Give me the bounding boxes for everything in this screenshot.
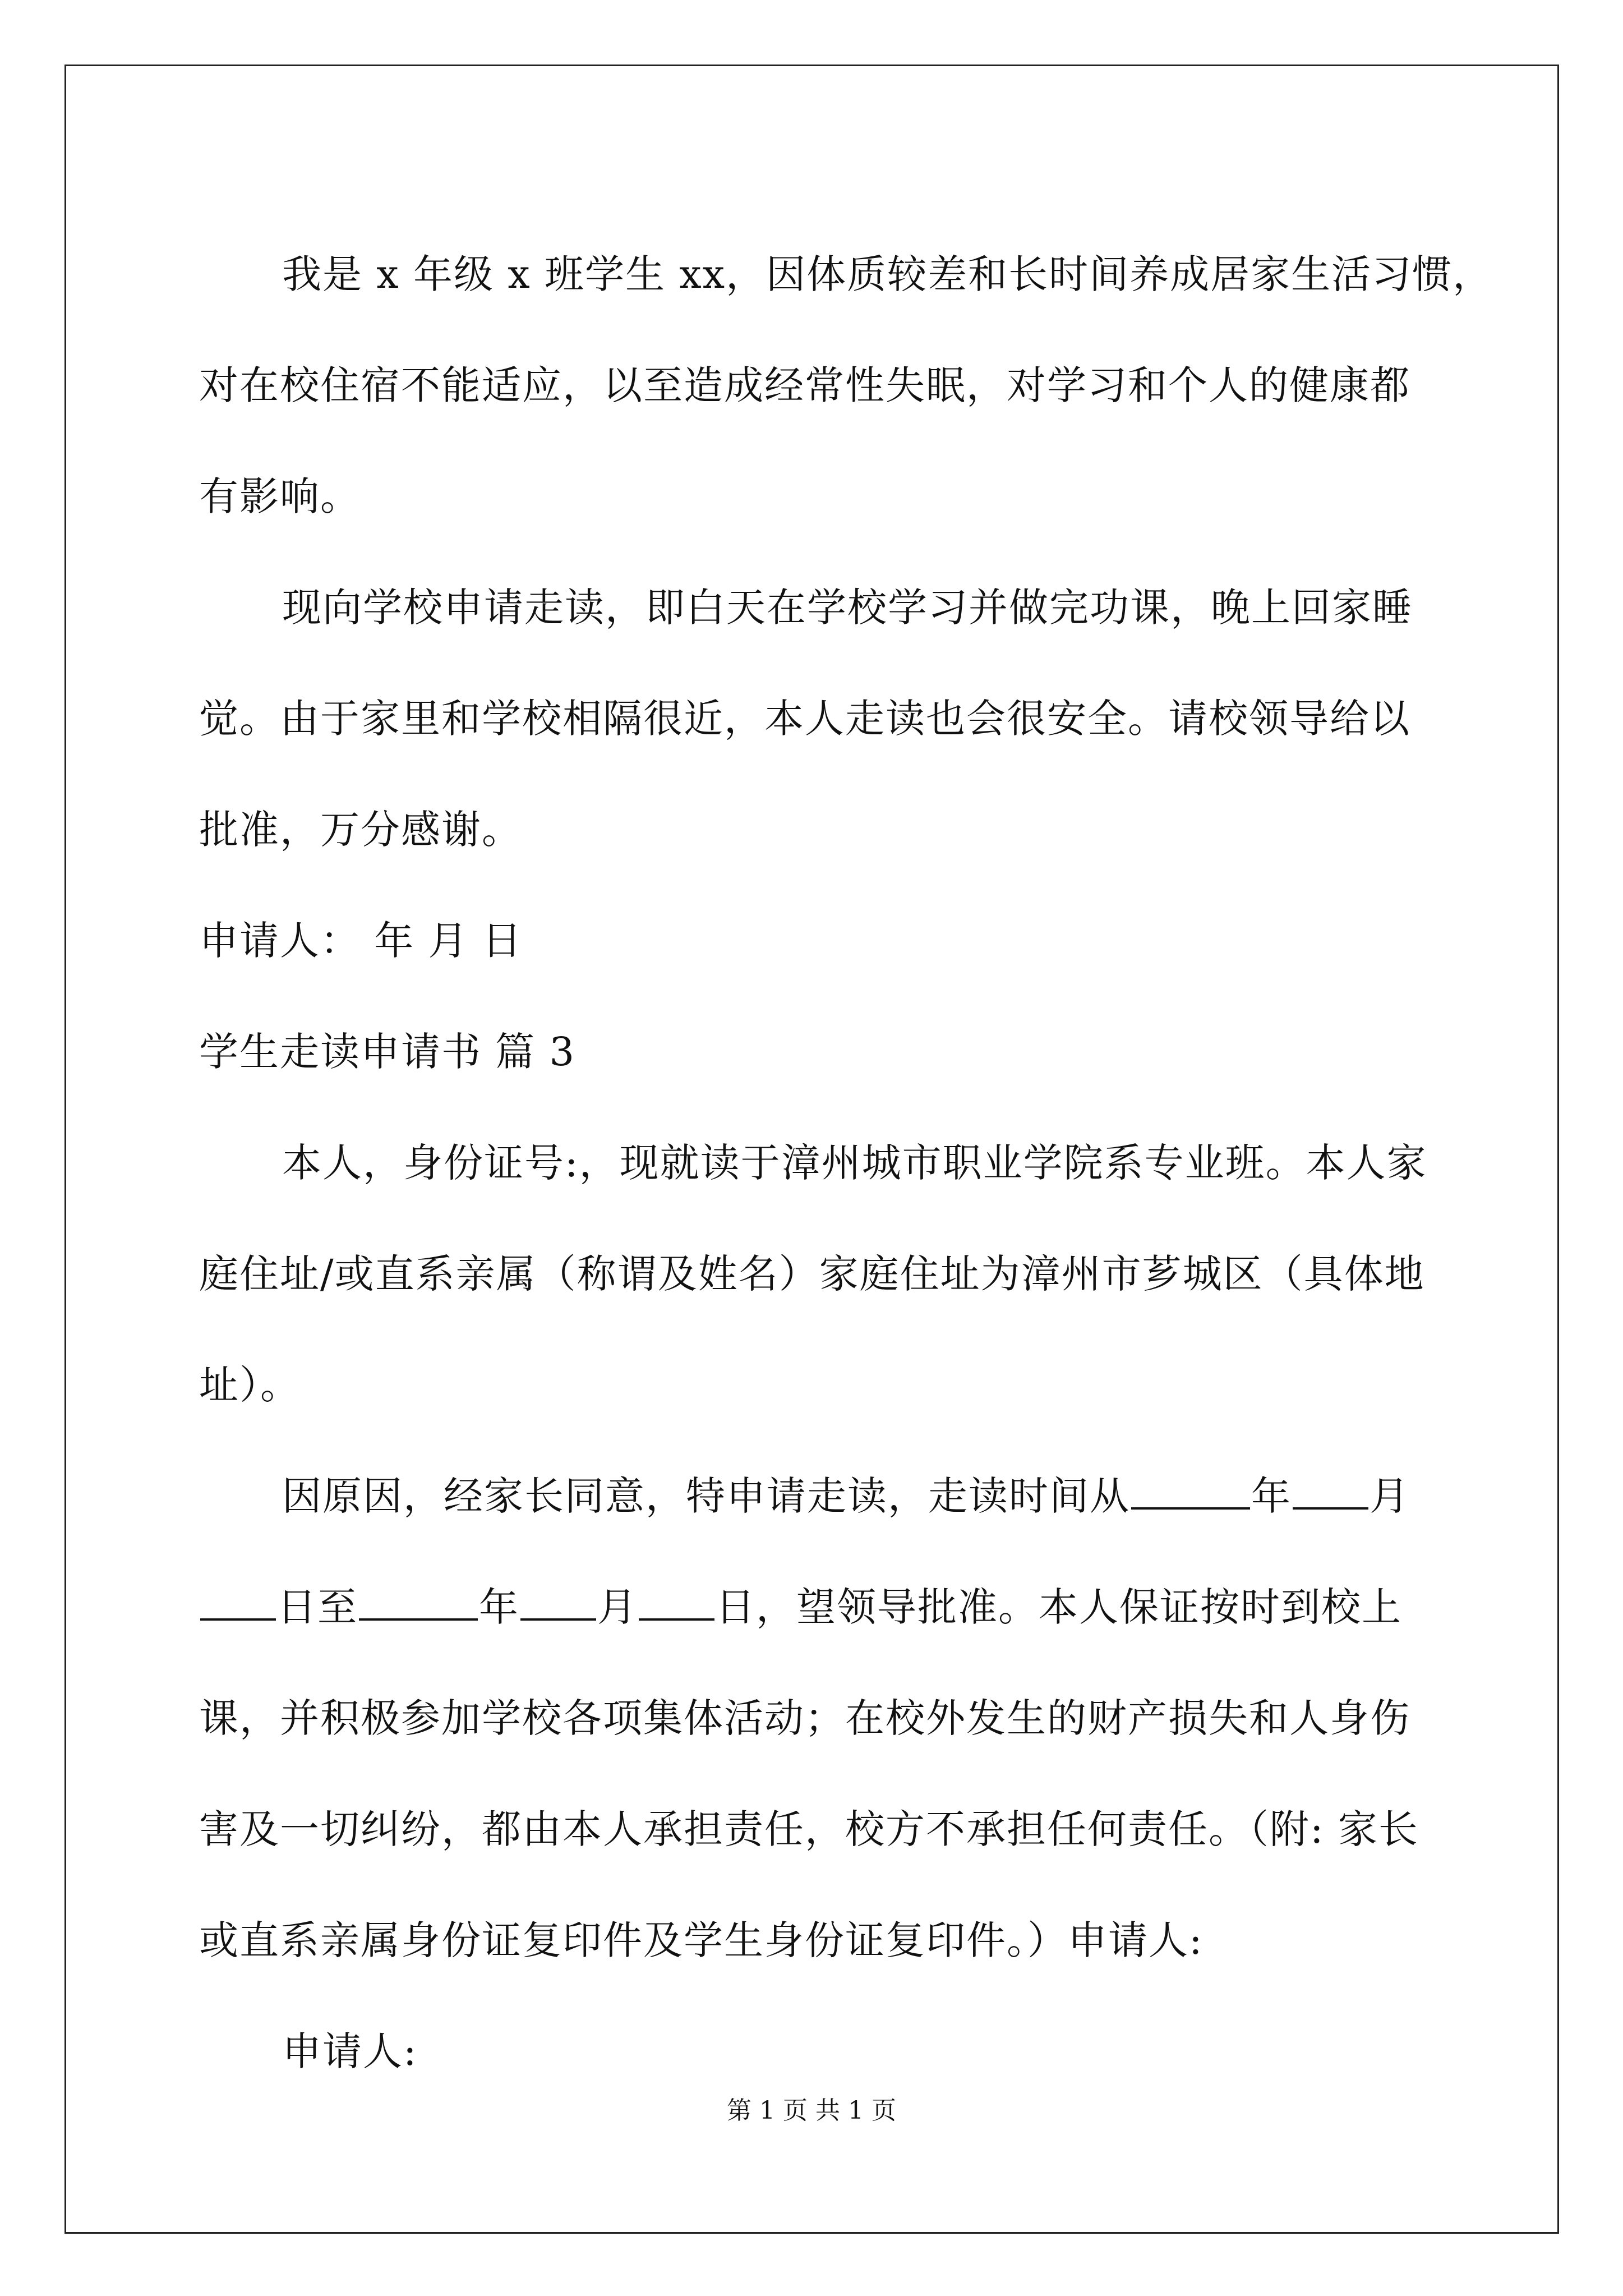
paragraph-line: 课，并积极参加学校各项集体活动；在校外发生的财产损失和人身伤 bbox=[199, 1695, 1410, 1741]
text-segment: 年 bbox=[1251, 1473, 1292, 1519]
paragraph-line: 对在校住宿不能适应，以至造成经常性失眠，对学习和个人的健康都 bbox=[199, 362, 1410, 408]
day-blank bbox=[639, 1587, 714, 1621]
date-range-line-2 bbox=[199, 1552, 1430, 1663]
paragraph-line: 批准，万分感谢。 bbox=[199, 807, 522, 853]
text-segment: 年 bbox=[479, 1584, 519, 1630]
section-heading: 学生走读申请书 篇 3 bbox=[199, 1029, 576, 1075]
signature-line: 申请人： 年 月 日 bbox=[199, 918, 523, 964]
text-segment: 日，望领导批准。本人保证按时到校上 bbox=[716, 1584, 1402, 1630]
text-segment: 月 bbox=[597, 1584, 638, 1630]
paragraph-line: 庭住址/或直系亲属（称谓及姓名）家庭住址为漳州市芗城区（具体地 bbox=[199, 1251, 1425, 1297]
day-blank bbox=[200, 1587, 276, 1621]
date-range-line-1 bbox=[199, 1441, 1430, 1552]
text-segment: 月 bbox=[1370, 1473, 1410, 1519]
paragraph-line: 本人，身份证号:，现就读于漳州城市职业学院系专业班。本人家 bbox=[282, 1140, 1427, 1186]
paragraph-line: 或直系亲属身份证复印件及学生身份证复印件。）申请人: bbox=[199, 1917, 1204, 1963]
year-blank bbox=[1131, 1476, 1250, 1510]
paragraph-line: 觉。由于家里和学校相隔很近，本人走读也会很安全。请校领导给以 bbox=[199, 696, 1410, 742]
paragraph-line: 害及一切纠纷，都由本人承担责任，校方不承担任何责任。（附: 家长 bbox=[199, 1806, 1419, 1852]
month-blank bbox=[520, 1587, 596, 1621]
paragraph-line: 现向学校申请走读，即白天在学校学习并做完功课，晚上回家睡 bbox=[282, 585, 1413, 631]
paragraph-line: 址）。 bbox=[199, 1362, 301, 1408]
paragraph-line: 我是 x 年级 x 班学生 xx，因体质较差和长时间养成居家生活习惯， bbox=[282, 251, 1493, 297]
text-segment: 日至 bbox=[277, 1584, 358, 1630]
text-segment: 因原因，经家长同意，特申请走读，走读时间从 bbox=[282, 1473, 1130, 1519]
page-number-footer: 第 1 页 共 1 页 bbox=[727, 2096, 896, 2125]
paragraph-line: 有影响。 bbox=[199, 473, 361, 519]
year-blank bbox=[359, 1587, 478, 1621]
month-blank bbox=[1293, 1476, 1368, 1510]
document-body bbox=[199, 219, 1493, 2107]
signature-line: 申请人: bbox=[282, 2028, 418, 2074]
